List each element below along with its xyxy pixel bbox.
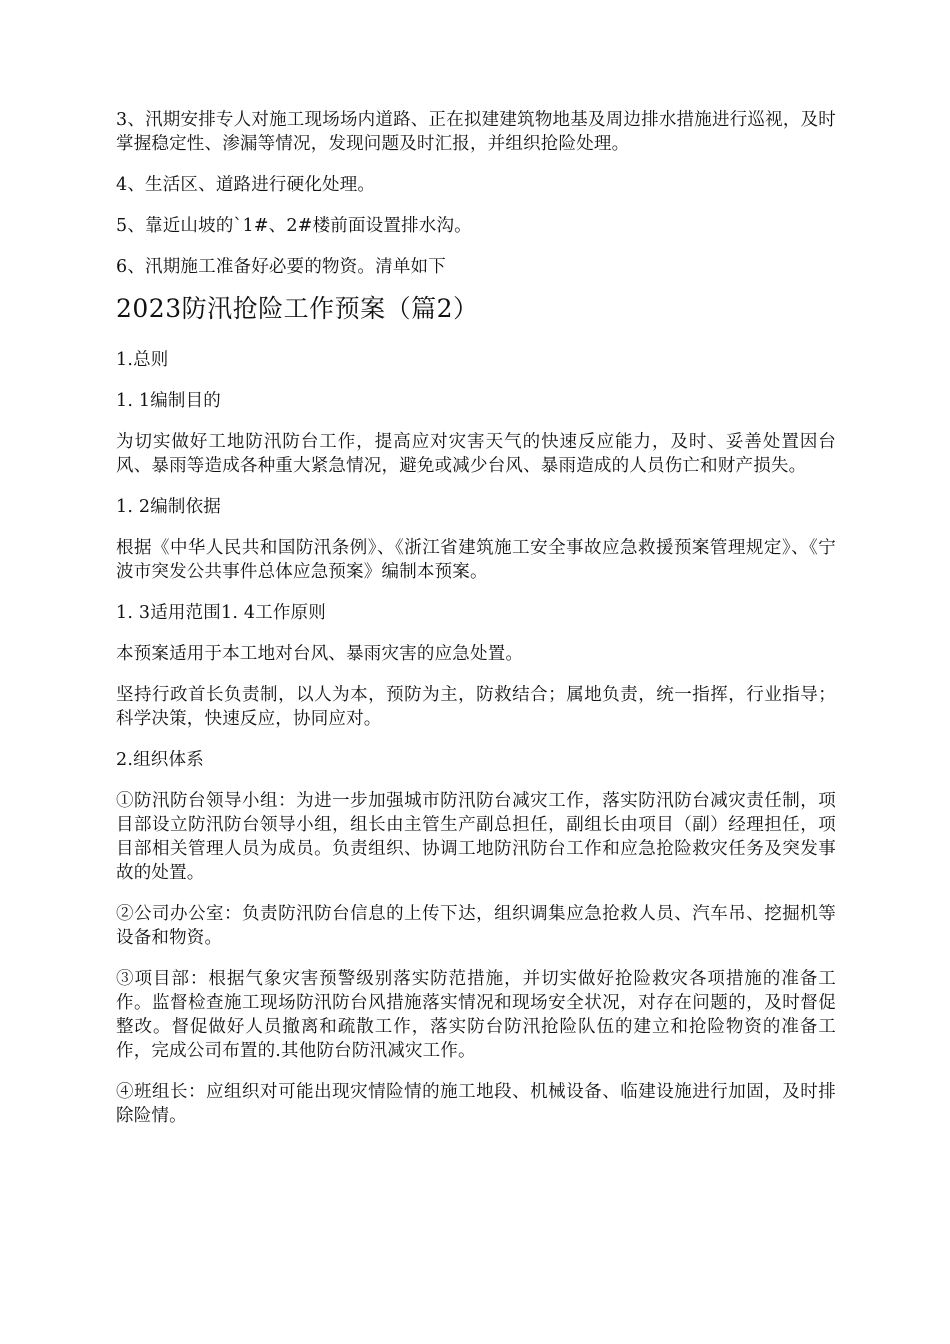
paragraph-item-4: 4、生活区、道路进行硬化处理。 [116, 175, 376, 195]
document-heading: 2023防汛抢险工作预案（篇2） [116, 294, 479, 323]
paragraph-purpose: 为切实做好工地防汛防台工作，提高应对灾害天气的快速反应能力，及时、妥善处置因台风、暴雨等造成各种重大紧急情况，避免或减少台风、暴雨造成的人员伤亡和财产损失。 [116, 432, 836, 476]
paragraph-project-dept: ③项目部：根据气象灾害预警级别落实防范措施，并切实做好抢险救灾各项措施的准备工作。监督检查施工现场防汛防台风措施落实情况和现场安全状况，对存在问题的，及时督促整改。督促做好人员撤离和疏散工作，落实防台防汛抢险队伍的建立和抢险物资的准备工作，完成公司布置的.其他防台防汛减灾工作。 [116, 969, 836, 1061]
paragraph-item-6: 6、汛期施工准备好必要的物资。清单如下 [116, 257, 446, 277]
paragraph-item-3: 3、汛期安排专人对施工现场场内道路、正在拟建建筑物地基及周边排水措施进行巡视，及时掌握稳定性、渗漏等情况，发现问题及时汇报，并组织抢险处理。 [116, 110, 836, 154]
paragraph-company-office: ②公司办公室：负责防汛防台信息的上传下达，组织调集应急抢救人员、汽车吊、挖掘机等设备和物资。 [116, 904, 836, 948]
paragraph-basis: 根据《中华人民共和国防汛条例》、《浙江省建筑施工安全事故应急救援预案管理规定》、《宁波市突发公共事件总体应急预案》编制本预案。 [116, 538, 836, 582]
section-title-scope-principles: 1. 3适用范围1. 4工作原则 [116, 603, 326, 623]
section-title-purpose: 1. 1编制目的 [116, 391, 221, 411]
paragraph-item-5: 5、靠近山坡的`1#、2#楼前面设置排水沟。 [116, 216, 472, 236]
paragraph-principles: 坚持行政首长负责制，以人为本，预防为主，防救结合；属地负责，统一指挥，行业指导；科学决策，快速反应，协同应对。 [116, 685, 836, 729]
section-title-general: 1.总则 [116, 350, 169, 370]
section-title-organization: 2.组织体系 [116, 750, 204, 770]
paragraph-scope: 本预案适用于本工地对台风、暴雨灾害的应急处置。 [116, 644, 524, 664]
paragraph-team-leader: ④班组长：应组织对可能出现灾情险情的施工地段、机械设备、临建设施进行加固，及时排除险情。 [116, 1082, 836, 1126]
section-title-basis: 1. 2编制依据 [116, 497, 221, 517]
paragraph-leadership-group: ①防汛防台领导小组：为进一步加强城市防汛防台减灾工作，落实防汛防台减灾责任制，项目部设立防汛防台领导小组，组长由主管生产副总担任，副组长由项目（副）经理担任，项目部相关管理人员为成员。负责组织、协调工地防汛防台工作和应急抢险救灾任务及突发事故的处置。 [116, 791, 836, 883]
